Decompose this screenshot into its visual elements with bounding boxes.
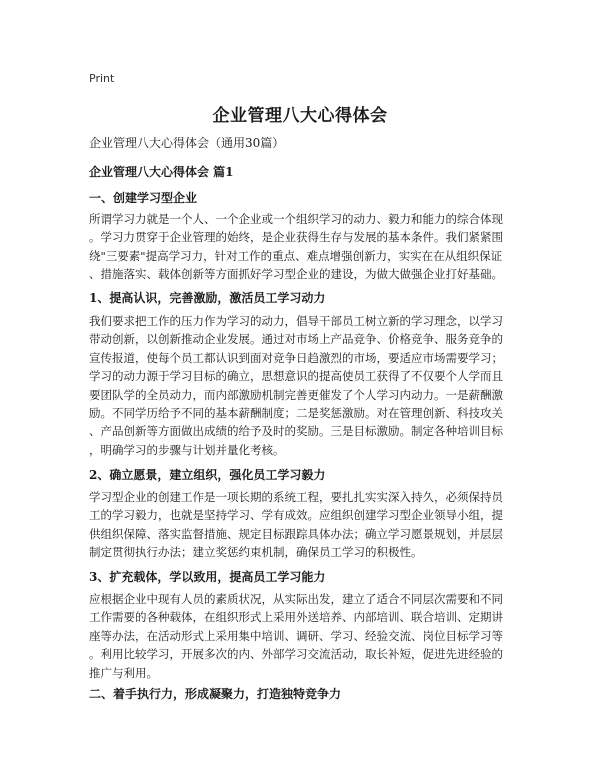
- paragraph-line: 制定贯彻执行办法；建立奖惩约束机制，确保员工学习的积极性。: [89, 545, 423, 560]
- paragraph-4: [89, 590, 514, 682]
- paragraph-line: 座等办法，在活动形式上采用集中培训、调研、学习、经验交流、岗位目标学习等: [89, 628, 503, 643]
- paragraph-line: ，明确学习的步骤与计划并量化考核。: [89, 442, 285, 457]
- paragraph-line: 励。不同学历给予不同的基本薪酬制度；二是奖惩激励。对在管理创新、科技攻关: [89, 406, 503, 421]
- article-heading: 企业管理八大心得体会 篇1: [89, 165, 234, 179]
- paragraph-line: 学习的动力源于学习目标的确立，思想意识的提高使员工获得了不仅要个人学而且: [89, 369, 503, 384]
- paragraph-line: 要团队学的全员动力，而内部激励机制完善更催发了个人学习内动力。一是薪酬激: [89, 387, 503, 402]
- paragraph-line: 学习型企业的创建工作是一项长期的系统工程，要扎扎实实深入持久，必须保持员: [89, 490, 503, 504]
- paragraph-line: 绕"三要素"提高学习力，针对工作的重点、难点增强创新力，实实在在从组织保证: [89, 248, 503, 263]
- paragraph-line: 。利用比较学习，开展多次的内、外部学习交流活动，取长补短，促进先进经验的: [89, 647, 503, 662]
- paragraph-line: 应根据企业中现有人员的素质状况，从实际出发，建立了适合不同层次需要和不同: [89, 592, 503, 606]
- paragraph-line: 。学习力贯穿于企业管理的始终，是企业获得生存与发展的基本条件。我们紧紧围: [89, 230, 503, 245]
- document-subtitle: 企业管理八大心得体会（通用30篇）: [89, 136, 285, 150]
- paragraph-3: [89, 488, 514, 562]
- subsection-heading-1: 1、提高认识，完善激励，激活员工学习动力: [89, 291, 326, 305]
- paragraph-line: 带动创新，以创新推动企业发展。通过对市场上产品竞争、价格竞争、服务竞争的: [89, 332, 503, 347]
- section-heading-2: 二、着手执行力，形成凝聚力，打造独特竞争力: [89, 687, 342, 701]
- paragraph-line: 我们要求把工作的压力作为学习的动力，倡导干部员工树立新的学习理念，以学习: [89, 314, 503, 328]
- paragraph-line: 供组织保障、落实监督措施、规定目标跟踪具体办法；确立学习愿景规划，并层层: [89, 526, 503, 541]
- paragraph-line: 推广与利用。: [89, 665, 158, 680]
- page-title: 企业管理八大心得体会: [212, 106, 388, 126]
- paragraph-line: 工的学习毅力，也就是坚持学习、学有成效。应组织创建学习型企业领导小组，提: [89, 508, 503, 523]
- print-label[interactable]: Print: [89, 72, 115, 85]
- paragraph-2: [89, 312, 514, 459]
- paragraph-line: 、产品创新等方面做出成绩的给予及时的奖励。三是目标激励。制定各种培训目标: [89, 424, 503, 439]
- subsection-heading-3: 3、扩充载体，学以致用，提高员工学习能力: [89, 570, 326, 584]
- paragraph-line: 工作需要的各种载体，在组织形式上采用外送培养、内部培训、联合培训、定期讲: [89, 610, 503, 625]
- paragraph-line: 所谓学习力就是一个人、一个企业或一个组织学习的动力、毅力和能力的综合体现: [89, 212, 503, 226]
- paragraph-line: 宣传报道，使每个员工都认识到面对竞争日趋激烈的市场，要适应市场需要学习；: [89, 350, 503, 365]
- paragraph-1: [89, 210, 514, 284]
- section-heading-1: 一、创建学习型企业: [89, 191, 198, 205]
- subsection-heading-2: 2、确立愿景，建立组织，强化员工学习毅力: [89, 468, 326, 482]
- paragraph-line: 、措施落实、载体创新等方面抓好学习型企业的建设，为做大做强企业打好基础。: [89, 267, 503, 282]
